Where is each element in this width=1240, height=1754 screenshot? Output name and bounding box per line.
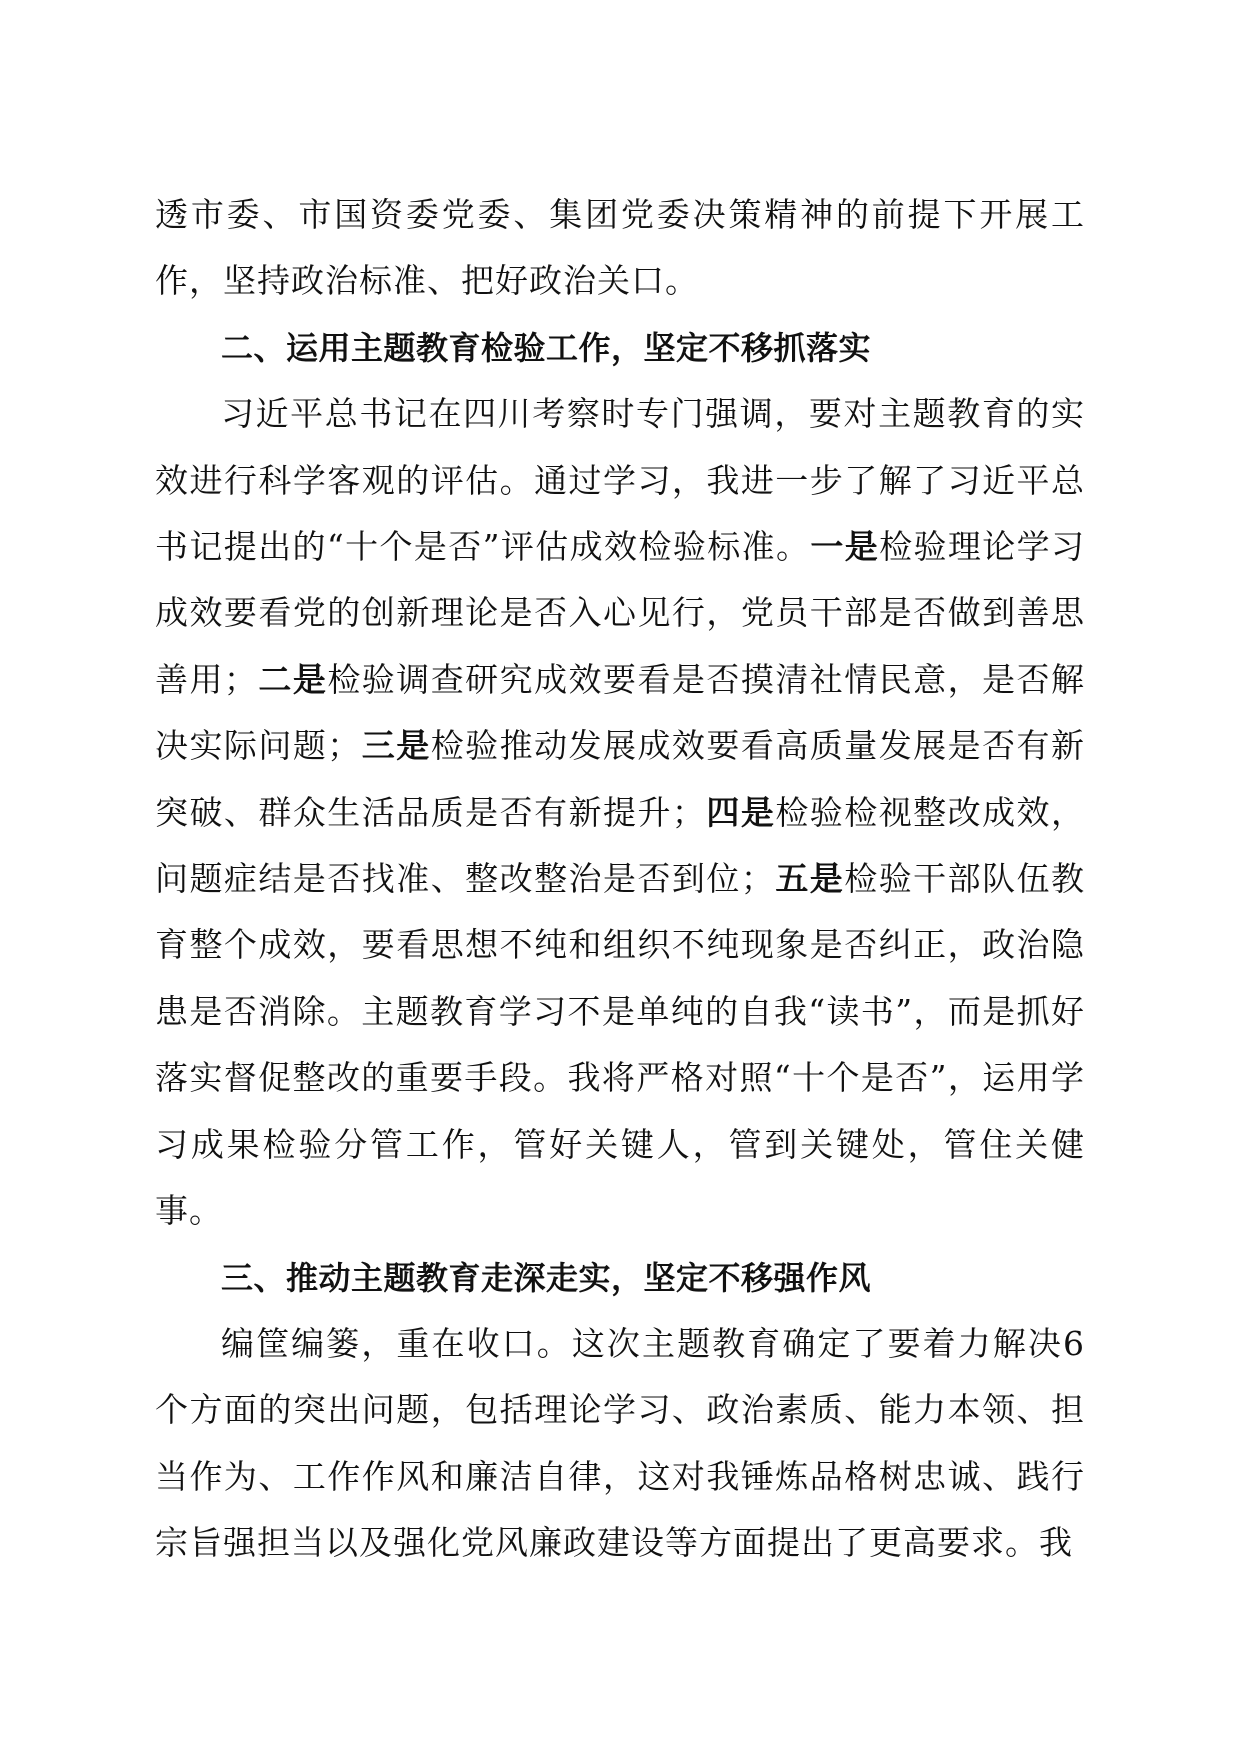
item-5-text: 检验干部队伍教育整个成效，要看思想不纯和组织不纯现象是否纠正，政治隐患是否消除。 [155, 859, 1086, 1031]
item-3-key: 三是 [361, 726, 431, 766]
item-2-key: 二是 [257, 659, 328, 699]
document-page [155, 182, 1085, 1577]
section-2-heading: 二、运用主题教育检验工作，坚定不移抓落实 [221, 328, 872, 367]
item-1-text: 检验理论学习成效要看党的创新理论是否入心见行，党员干部是否做到善思善用； [155, 527, 1086, 699]
item-1-key: 一是 [810, 527, 880, 567]
section-2-closing-text: 主题教育学习不是单纯的自我“读书”，而是抓好落实督促整改的重要手段。我将严格对照“十个是否”，运用学习成果检验分管工作，管好关键人，管到关键处，管住关健事。 [155, 991, 1085, 1231]
section-2-paragraph [155, 381, 1085, 1244]
item-3-text: 检验推动发展成效要看高质量发展是否有新突破、群众生活品质是否有新提升； [155, 726, 1086, 832]
item-5-key: 五是 [774, 859, 845, 899]
item-2-text: 检验调查研究成效要看是否摸清社情民意，是否解决实际问题； [155, 659, 1086, 766]
item-4-text: 检验检视整改成效，问题症结是否找准、整改整治是否到位； [155, 792, 1086, 899]
section-3-paragraph: 编筐编篓，重在收口。这次主题教育确定了要着力解决6个方面的突出问题，包括理论学习、政治素质、能力本领、担当作为、工作作风和廉洁自律，这对我锤炼品格树忠诚、践行宗旨强担当以及强化党风廉政建设等方面提出了更高要求。我 [155, 1323, 1085, 1563]
section-2-intro-text: 习近平总书记在四川考察时专门强调，要对主题教育的实效进行科学客观的评估。通过学习，我进一步了解了习近平总书记提出的“十个是否”评估成效检验标准。 [155, 394, 1085, 567]
section-3-heading: 三、推动主题教育走深走实，坚定不移强作风 [221, 1258, 872, 1297]
paragraph-intro: 透市委、市国资委党委、集团党委决策精神的前提下开展工作，坚持政治标准、把好政治关口。 [155, 195, 1085, 301]
item-4-key: 四是 [705, 792, 776, 832]
